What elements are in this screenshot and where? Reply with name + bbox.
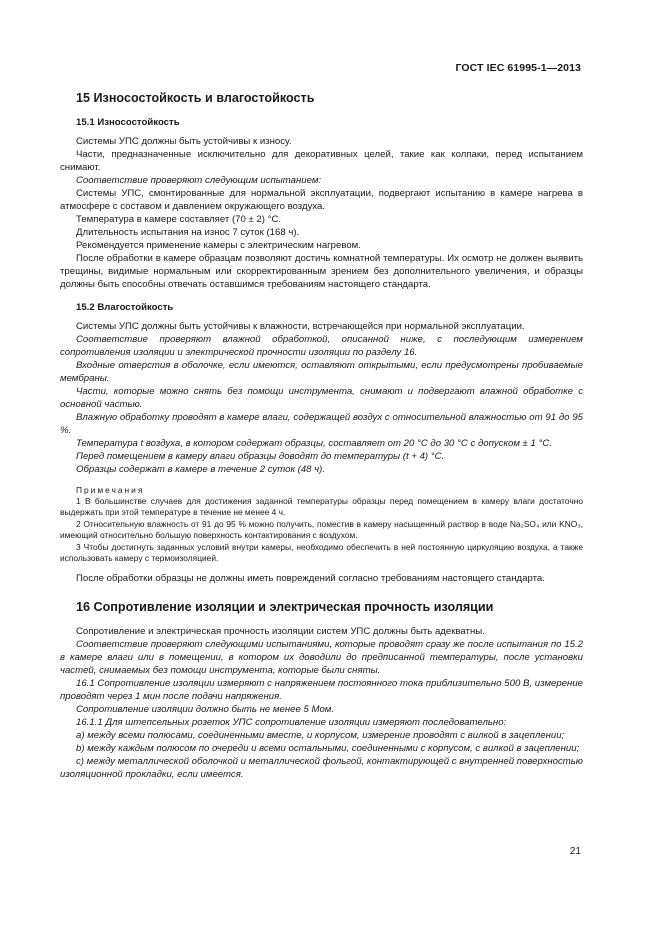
note-item: 3 Чтобы достигнуть заданных условий внутри камеры, необходимо обеспечить в ней постоянную циркуляцию воздуха, а также использовать камеру с термоизоляцией. xyxy=(60,541,583,564)
paragraph: Температура в камере составляет (70 ± 2) °С. xyxy=(76,214,282,225)
paragraph: Сопротивление изоляции должно быть не менее 5 Мом. xyxy=(76,704,335,716)
paragraph: Входные отверстия в оболочке, если имеются, оставляют открытыми, если предусмотрены пробиваемые мембраны. xyxy=(60,360,583,384)
paragraph: Влажную обработку проводят в камере влаги, содержащей воздух с относительной влажностью от 91 до 95 %. xyxy=(60,412,583,436)
paragraph: Системы УПС должны быть устойчивы к влажности, встречающейся при нормальной эксплуатации. xyxy=(76,321,525,332)
note-item: 2 Относительную влажность от 91 до 95 % можно получить, поместив в камеру насыщенный раствор в воде Na₂SO₄ или KNO₃, имеющий относительно большую поверхность контактирования с воздухом. xyxy=(60,518,583,541)
paragraph: Части, которые можно снять без помощи инструмента, снимают и подвергают влажной обработке с основной частью. xyxy=(60,386,583,410)
paragraph: Длительность испытания на износ 7 суток (168 ч). xyxy=(76,227,300,238)
page-content xyxy=(60,90,583,781)
note-item: 1 В большинстве случаев для достижения заданной температуры образцы перед помещением в камеру влаги достаточно выдержать при этой температуре в течение не менее 4 ч. xyxy=(60,496,583,518)
paragraph: Системы УПС должны быть устойчивы к износу. xyxy=(76,136,292,147)
section-15-title: 15 Износостойкость и влагостойкость xyxy=(76,91,315,105)
paragraph: Температура t воздуха, в котором содержат образцы, составляет от 20 °С до 30 °С с допуском ± 1 °С. xyxy=(76,438,552,449)
paragraph: После обработки в камере образцам позволяют достичь комнатной температуры. Их осмотр не должен выявить трещины, видимые нормальным или скорректированным зрением без дополнительного увеличения, и образцы должны быть способны отвечать оставшимся требованиям настоящего стандарта. xyxy=(60,253,583,290)
paragraph: Соответствие проверяют влажной обработкой, описанной ниже, с последующим измерением сопротивления изоляции и электрической прочности изоляции по разделу 16. xyxy=(60,334,583,358)
subsection-15-1-title: 15.1 Износостойкость xyxy=(76,117,180,128)
paragraph: Системы УПС, смонтированные для нормальной эксплуатации, подвергают испытанию в камере нагрева в атмосфере с составом и давлением окружающего воздуха. xyxy=(60,188,583,212)
paragraph: Соответствие проверяют следующим испытанием: xyxy=(76,175,322,186)
paragraph: Сопротивление и электрическая прочность изоляции систем УПС должны быть адекватны. xyxy=(76,626,485,638)
paragraph: Перед помещением в камеру влаги образцы доводят до температуры (t + 4) °С. xyxy=(76,451,445,462)
page-number: 21 xyxy=(569,846,581,857)
paragraph: 16.1 Сопротивление изоляции измеряют с напряжением постоянного тока приблизительно 500 В, измерение проводят через 1 мин после подачи напряжения. xyxy=(60,678,583,703)
paragraph: Соответствие проверяют следующими испытаниями, которые проводят сразу же после испытания по 15.2 в камере влаги или в помещении, в котором их доводили до предписанной температуры, после установки частей, снимаемых без помощи инструмента, которые были сняты. xyxy=(60,639,583,677)
paragraph: 16.1.1 Для штепсельных розеток УПС сопротивление изоляции измеряют последовательно: xyxy=(76,717,507,729)
paragraph: После обработки образцы не должны иметь повреждений согласно требованиям настоящего стандарта. xyxy=(76,573,545,585)
standard-code: ГОСТ IEC 61995-1—2013 xyxy=(455,62,581,74)
section-16-title: 16 Сопротивление изоляции и электрическая прочность изоляции xyxy=(76,600,494,615)
paragraph: Образцы содержат в камере в течение 2 суток (48 ч). xyxy=(76,464,326,475)
paragraph: b) между каждым полюсом по очереди и всеми остальными, соединенными с корпусом, с вилкой в зацеплении; xyxy=(76,743,580,755)
paragraph: Части, предназначенные исключительно для декоративных целей, такие как колпаки, перед испытанием снимают. xyxy=(60,149,583,173)
paragraph: а) между всеми полюсами, соединенными вместе, и корпусом, измерение проводят с вилкой в зацеплении; xyxy=(76,730,565,742)
subsection-15-2-title: 15.2 Влагостойкость xyxy=(76,302,174,313)
notes-heading: Примечания xyxy=(76,485,145,495)
paragraph: Рекомендуется применение камеры с электрическим нагревом. xyxy=(76,240,361,251)
paragraph: с) между металлической оболочкой и металлической фольгой, контактирующей с внутренней поверхностью изоляционной прокладки, если имеется. xyxy=(60,756,583,781)
